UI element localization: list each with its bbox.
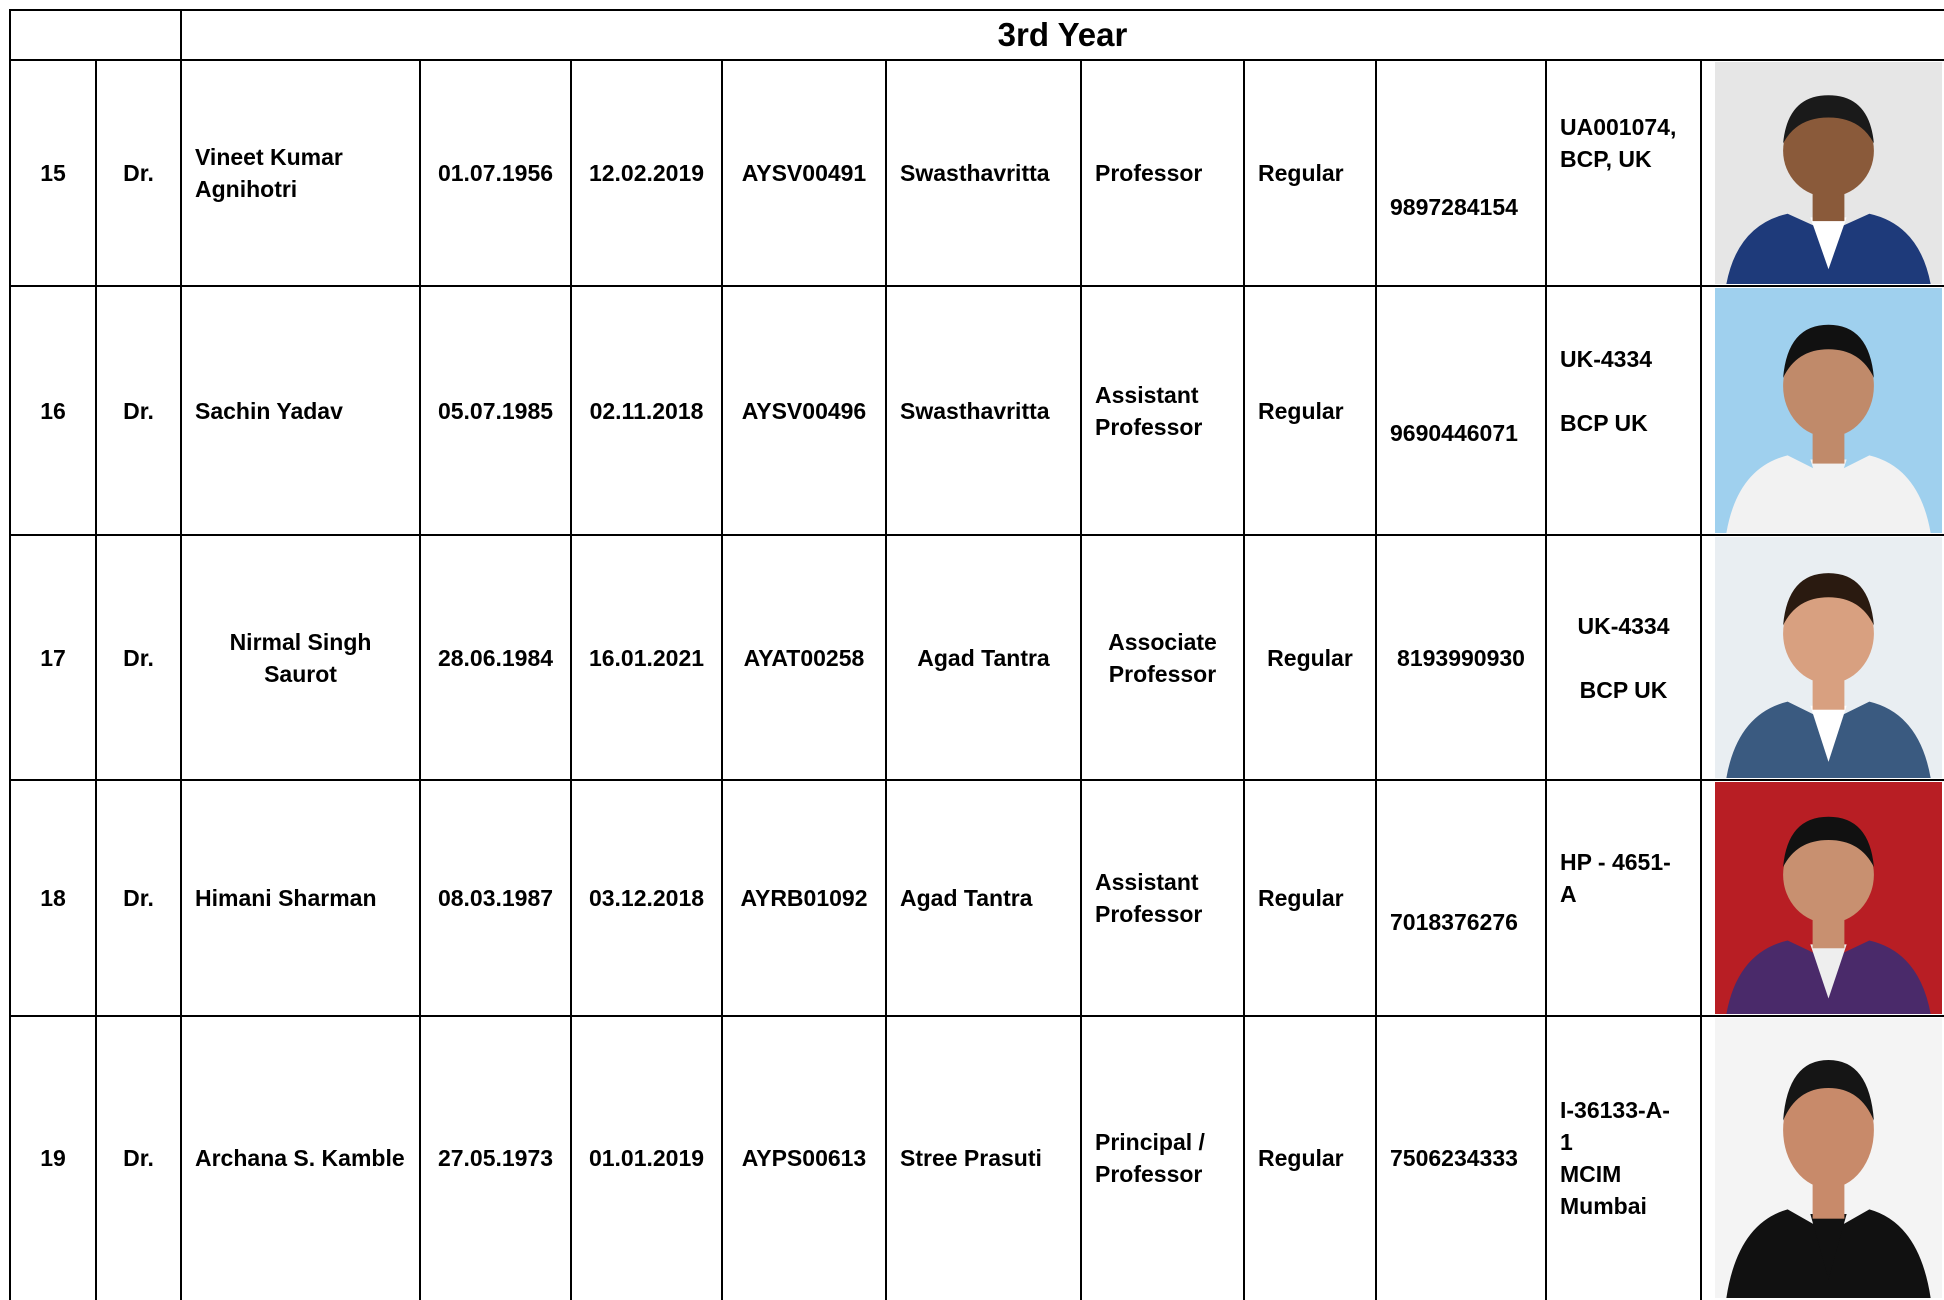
faculty-name: Archana S. Kamble	[195, 1145, 405, 1171]
registration-number: UA001074, BCP, UK	[1560, 114, 1677, 172]
grid-line-top	[10, 9, 1944, 11]
department: Agad Tantra	[917, 644, 1050, 671]
appointment-type: Regular	[1258, 885, 1344, 911]
faculty-photo	[1715, 782, 1942, 1014]
department: Swasthavritta	[900, 160, 1050, 186]
faculty-photo	[1715, 537, 1942, 778]
designation: Assistant Professor	[1095, 381, 1203, 440]
phone-number: 7506234333	[1390, 1145, 1518, 1171]
date-of-birth: 08.03.1987	[437, 885, 554, 911]
department: Stree Prasuti	[900, 1145, 1042, 1171]
appointment-type: Regular	[1267, 644, 1353, 671]
faculty-name: Nirmal Singh Saurot	[229, 628, 372, 687]
serial-number: 17	[40, 644, 66, 671]
serial-number: 18	[40, 885, 66, 911]
registration-number: HP - 4651- A	[1560, 849, 1671, 907]
date-of-birth: 28.06.1984	[437, 644, 554, 671]
prefix: Dr.	[123, 1145, 154, 1171]
faculty-photo	[1715, 62, 1942, 284]
date-of-joining: 01.01.2019	[588, 1145, 705, 1171]
registration-number: UK-4334 BCP UK	[1560, 345, 1653, 436]
serial-number: 15	[40, 160, 66, 186]
department: Swasthavritta	[900, 397, 1050, 424]
prefix: Dr.	[123, 644, 154, 671]
teacher-code: AYRB01092	[740, 885, 868, 911]
date-of-joining: 02.11.2018	[589, 397, 704, 424]
date-of-birth: 27.05.1973	[437, 1145, 554, 1171]
date-of-joining: 12.02.2019	[588, 160, 705, 186]
prefix: Dr.	[123, 160, 154, 186]
prefix: Dr.	[123, 885, 154, 911]
teacher-code: AYSV00496	[741, 397, 867, 424]
faculty-name: Vineet Kumar Agnihotri	[195, 144, 343, 202]
date-of-birth: 01.07.1956	[437, 160, 554, 186]
faculty-name: Himani Sharman	[195, 885, 377, 911]
appointment-type: Regular	[1258, 397, 1344, 424]
teacher-code: AYAT00258	[743, 644, 865, 671]
serial-number: 16	[40, 397, 66, 424]
table-header-title: 3rd Year	[997, 16, 1128, 53]
grid-line-header-divider	[180, 9, 182, 61]
faculty-photo	[1715, 1018, 1942, 1298]
prefix: Dr.	[123, 397, 154, 424]
date-of-joining: 03.12.2018	[588, 885, 705, 911]
designation: Professor	[1095, 160, 1203, 186]
date-of-birth: 05.07.1985	[437, 397, 554, 424]
serial-number: 19	[40, 1145, 66, 1171]
designation: Assistant Professor	[1095, 869, 1203, 927]
phone-number: 8193990930	[1397, 644, 1525, 671]
appointment-type: Regular	[1258, 1145, 1344, 1171]
appointment-type: Regular	[1258, 160, 1344, 186]
faculty-photo	[1715, 288, 1942, 533]
teacher-code: AYSV00491	[741, 160, 867, 186]
teacher-code: AYPS00613	[741, 1145, 867, 1171]
phone-number: 7018376276	[1390, 909, 1518, 935]
registration-number: I-36133-A- 1 MCIM Mumbai	[1560, 1097, 1670, 1219]
designation: Principal / Professor	[1095, 1129, 1205, 1187]
date-of-joining: 16.01.2021	[588, 644, 705, 671]
phone-number: 9690446071	[1390, 419, 1518, 446]
registration-number: UK-4334 BCP UK	[1577, 612, 1670, 703]
faculty-name: Sachin Yadav	[195, 397, 343, 424]
department: Agad Tantra	[900, 885, 1033, 911]
designation: Associate Professor	[1108, 628, 1217, 687]
phone-number: 9897284154	[1390, 194, 1518, 220]
